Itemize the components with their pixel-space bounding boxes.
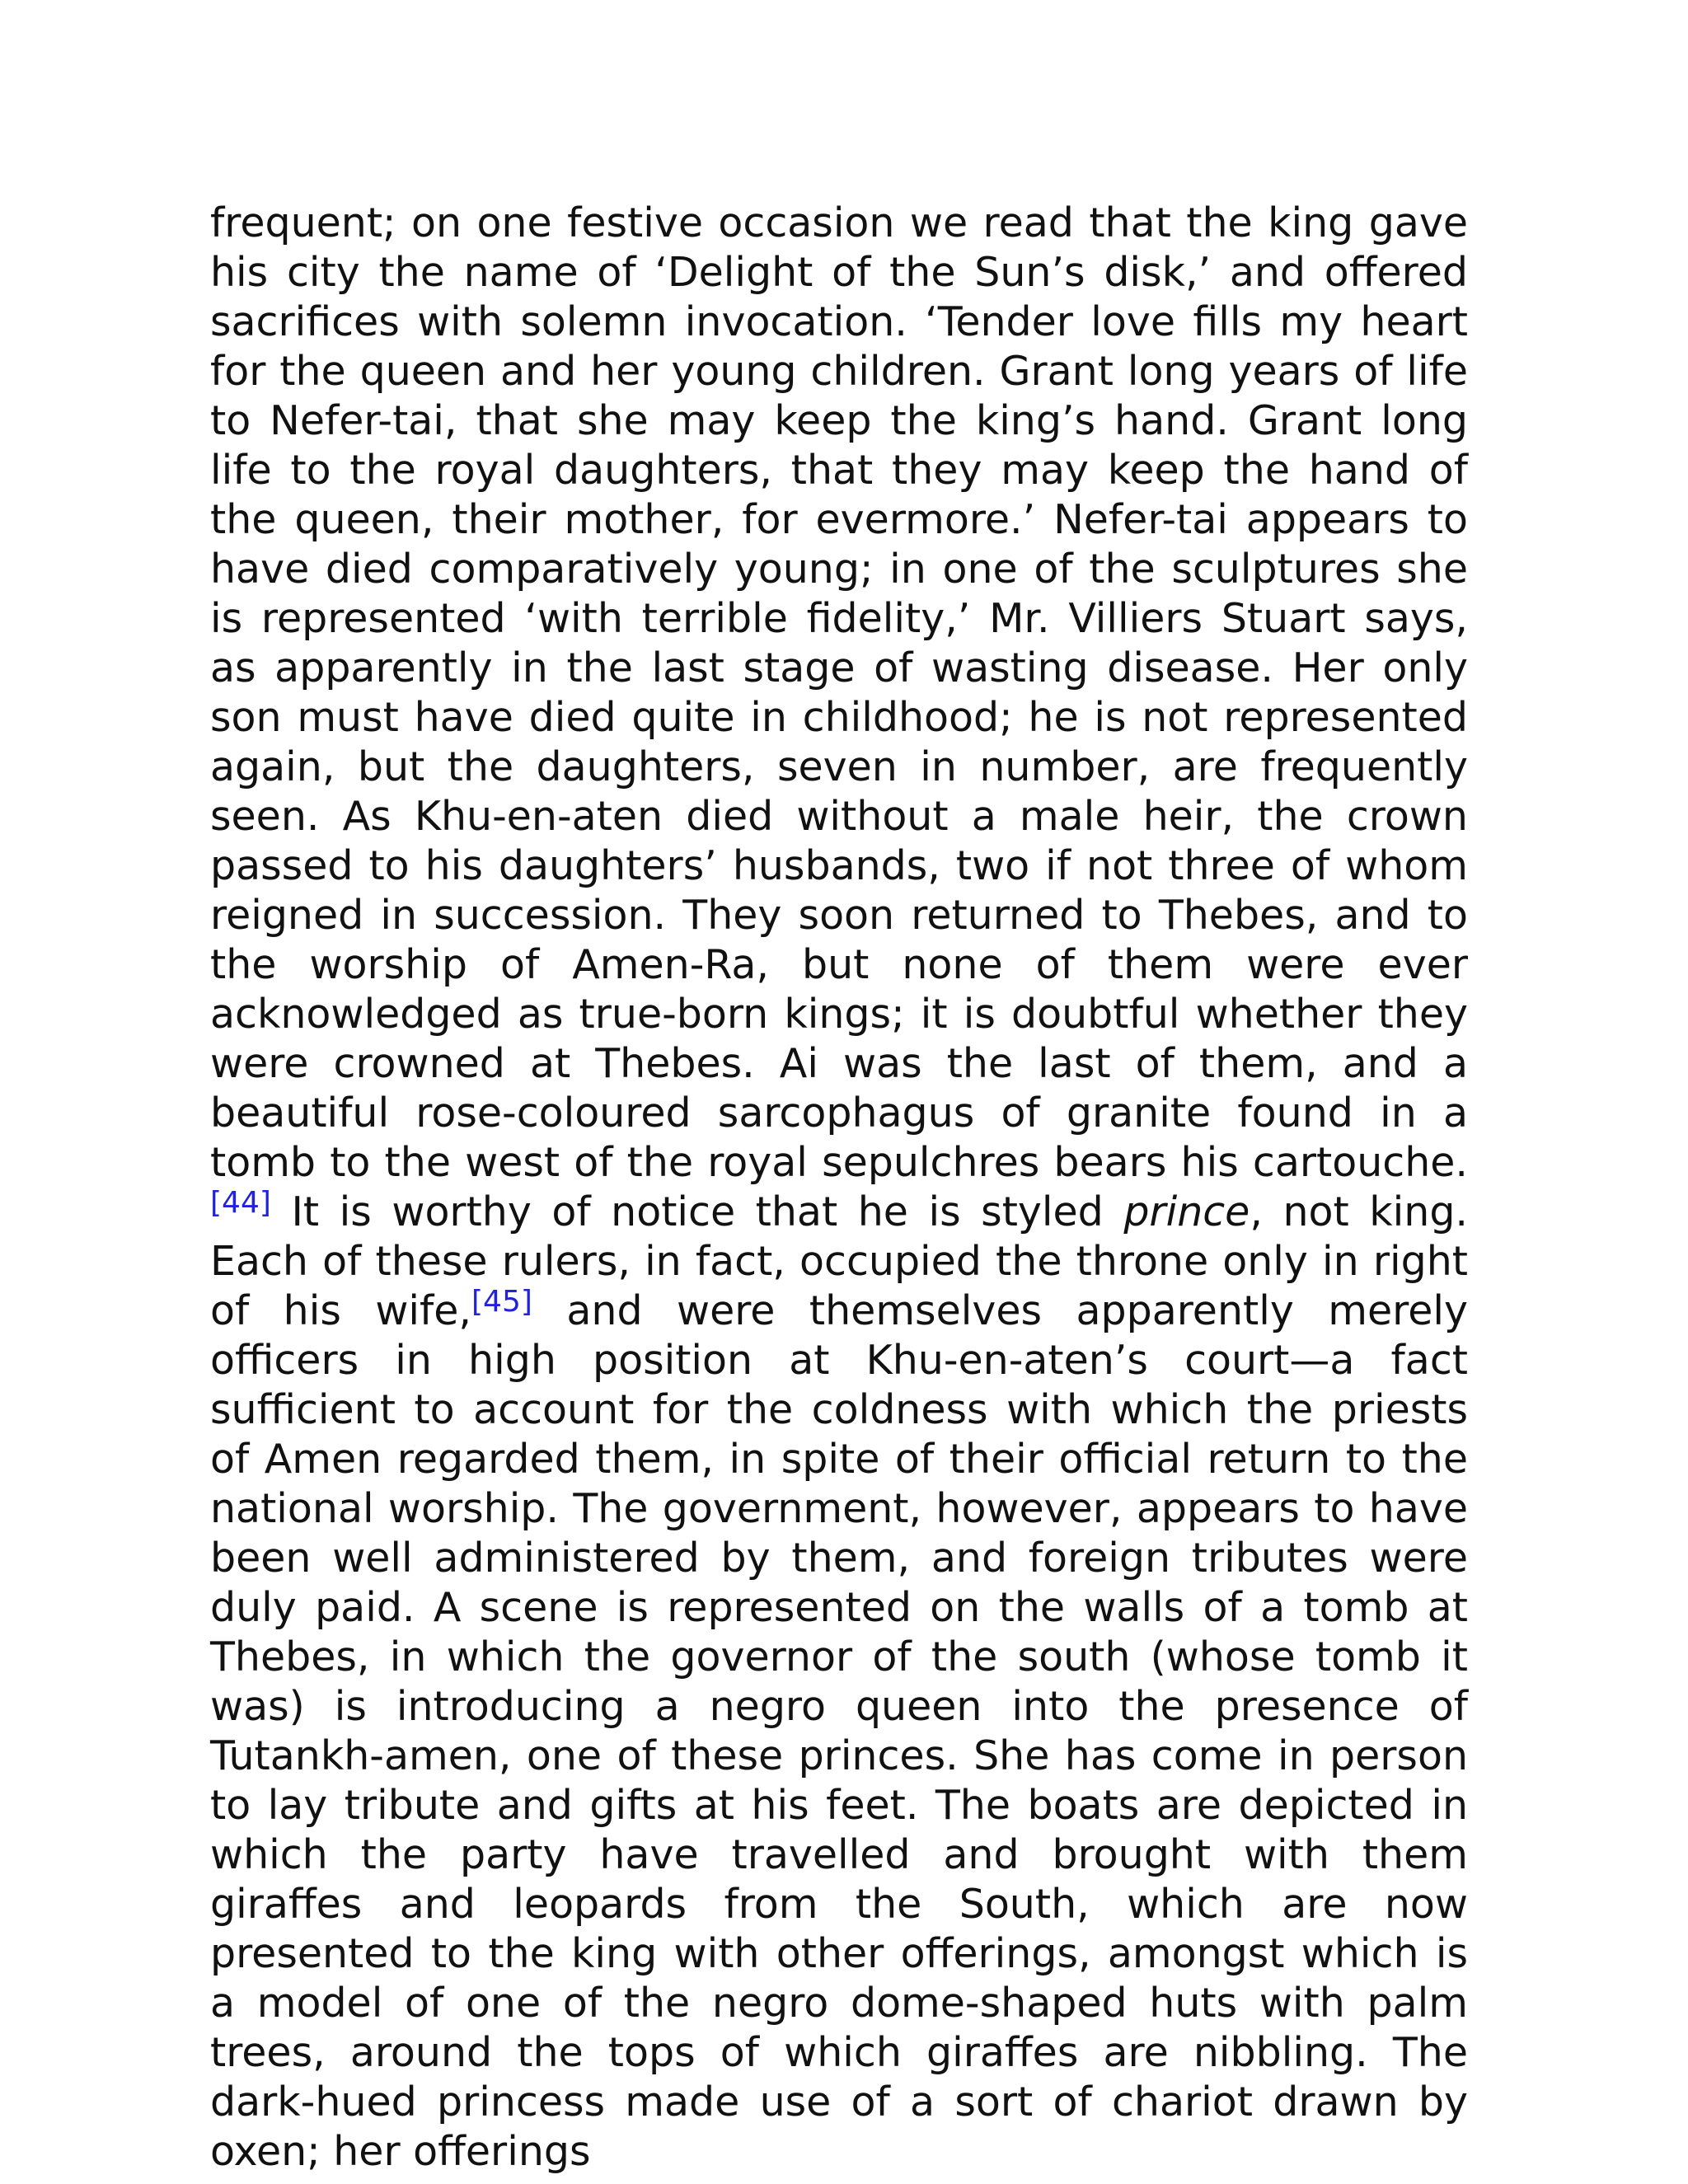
page-content <box>210 199 1468 2177</box>
footnote-link-45[interactable]: [45] <box>471 1285 532 1319</box>
body-paragraph <box>210 199 1468 2177</box>
footnote-link-44[interactable]: [44] <box>210 1186 271 1220</box>
italic-word: prince <box>1123 1188 1250 1235</box>
text-segment-4: and were themselves apparently merely officers in high position at Khu-en-aten’s court—a fact sufficient to account for the coldness with which the priests of Amen regarded them, in spite of their official return to the national worship. The government, however, appears to have been well administered by them, and foreign tributes were duly paid. A scene is represented on the walls of a tomb at Thebes, in which the governor of the south (whose tomb it was) is introducing a negro queen into the presence of Tutankh-amen, one of these princes. She has come in person to lay tribute and gifts at his feet. The boats are depicted in which the party have travelled and brought with them giraffes and leopards from the South, which are now presented to the king with other offerings, amongst which is a model of one of the negro dome-shaped huts with palm trees, around the tops of which giraffes are nibbling. The dark-hued princess made use of a sort of chariot drawn by oxen; her offerings <box>210 1287 1468 2175</box>
text-segment-3: , not king. Each of these rulers, in fact, occupied the throne only in right of his wife, <box>210 1188 1468 1334</box>
text-segment-1: frequent; on one festive occasion we read that the king gave his city the name of ‘Delight of the Sun’s disk,’ and offered sacrifices with solemn invocation. ‘Tender love fills my heart for the queen and her young children. Grant long years of life to Nefer-tai, that she may keep the king’s hand. Grant long life to the royal daughters, that they may keep the hand of the queen, their mother, for evermore.’ Nefer-tai appears to have died comparatively young; in one of the sculptures she is represented ‘with terrible fidelity,’ Mr. Villiers Stuart says, as apparently in the last stage of wasting disease. Her only son must have died quite in childhood; he is not represented again, but the daughters, seven in number, are frequently seen. As Khu-en-aten died without a male heir, the crown passed to his daughters’ husbands, two if not three of whom reigned in succession. They soon returned to Thebes, and to the worship of Amen-Ra, but none of them were ever acknowledged as true-born kings; it is doubtful whether they were crowned at Thebes. Ai was the last of them, and a beautiful rose-coloured sarcophagus of granite found in a tomb to the west of the royal sepulchres bears his cartouche. <box>210 199 1468 1186</box>
text-segment-2: It is worthy of notice that he is styled <box>270 1188 1124 1235</box>
